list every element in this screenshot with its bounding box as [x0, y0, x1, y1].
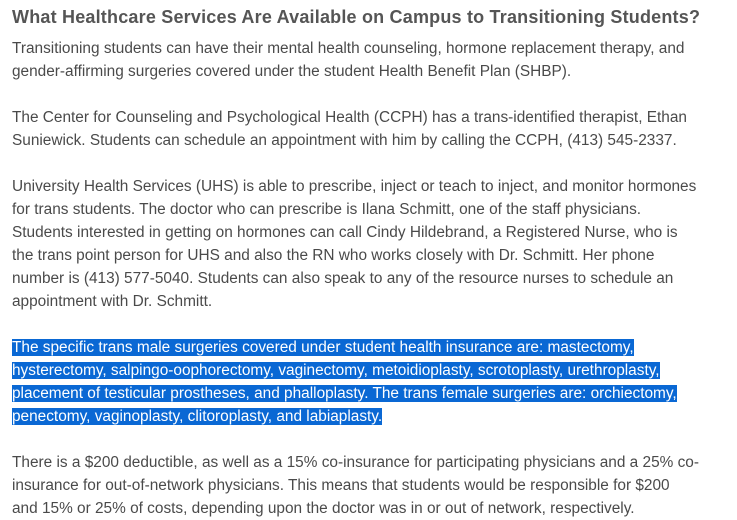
- paragraph-covered-surgeries-selected[interactable]: [12, 336, 724, 428]
- text-line: and 15% or 25% of costs, depending upon the doctor was in or out of network, respectively.: [12, 500, 635, 517]
- text-line: for trans students. The doctor who can prescribe is Ilana Schmitt, one of the staff physicians.: [12, 201, 642, 218]
- article: [12, 0, 732, 520]
- paragraph-shbp-coverage[interactable]: [12, 37, 724, 83]
- paragraph-ccph-therapist[interactable]: [12, 106, 724, 152]
- selected-text-line: [12, 336, 724, 359]
- text-line: number is (413) 577-5040. Students can also speak to any of the resource nurses to schedule an: [12, 270, 674, 287]
- paragraph-uhs-hormones[interactable]: [12, 175, 724, 313]
- selection-highlight: placement of testicular prostheses, and phalloplasty. The trans female surgeries are: orchiectomy,: [12, 385, 677, 402]
- text-line: appointment with Dr. Schmitt.: [12, 293, 213, 310]
- text-line: Transitioning students can have their mental health counseling, hormone replacement therapy, and: [12, 40, 685, 57]
- selected-text-line: [12, 359, 724, 382]
- text-line: insurance for out-of-network physicians. This means that students would be responsible for $200: [12, 477, 670, 494]
- selection-highlight: The specific trans male surgeries covered under student health insurance are: mastectomy,: [12, 339, 634, 356]
- text-line: The Center for Counseling and Psychological Health (CCPH) has a trans-identified therapist, Ethan: [12, 109, 687, 126]
- selection-highlight: hysterectomy, salpingo-oophorectomy, vaginectomy, metoidioplasty, scrotoplasty, urethroplasty,: [12, 362, 660, 379]
- section-heading: What Healthcare Services Are Available on Campus to Transitioning Students?: [12, 7, 701, 27]
- selected-text-line: [12, 405, 724, 428]
- text-line: There is a $200 deductible, as well as a 15% co-insurance for participating physicians and a 25% co-: [12, 454, 699, 471]
- selected-text-line: [12, 382, 724, 405]
- text-line: Students interested in getting on hormones can call Cindy Hildebrand, a Registered Nurse, who is: [12, 224, 678, 241]
- text-line: Suniewick. Students can schedule an appointment with him by calling the CCPH, (413) 545-2337.: [12, 132, 677, 149]
- text-line: the trans point person for UHS and also the RN who works closely with Dr. Schmitt. Her phone: [12, 247, 655, 264]
- text-line: gender-affirming surgeries covered under the student Health Benefit Plan (SHBP).: [12, 63, 572, 80]
- selection-highlight: penectomy, vaginoplasty, clitoroplasty, and labiaplasty.: [12, 408, 383, 425]
- text-line: University Health Services (UHS) is able to prescribe, inject or teach to inject, and monitor hormones: [12, 178, 697, 195]
- paragraph-deductible[interactable]: [12, 451, 724, 520]
